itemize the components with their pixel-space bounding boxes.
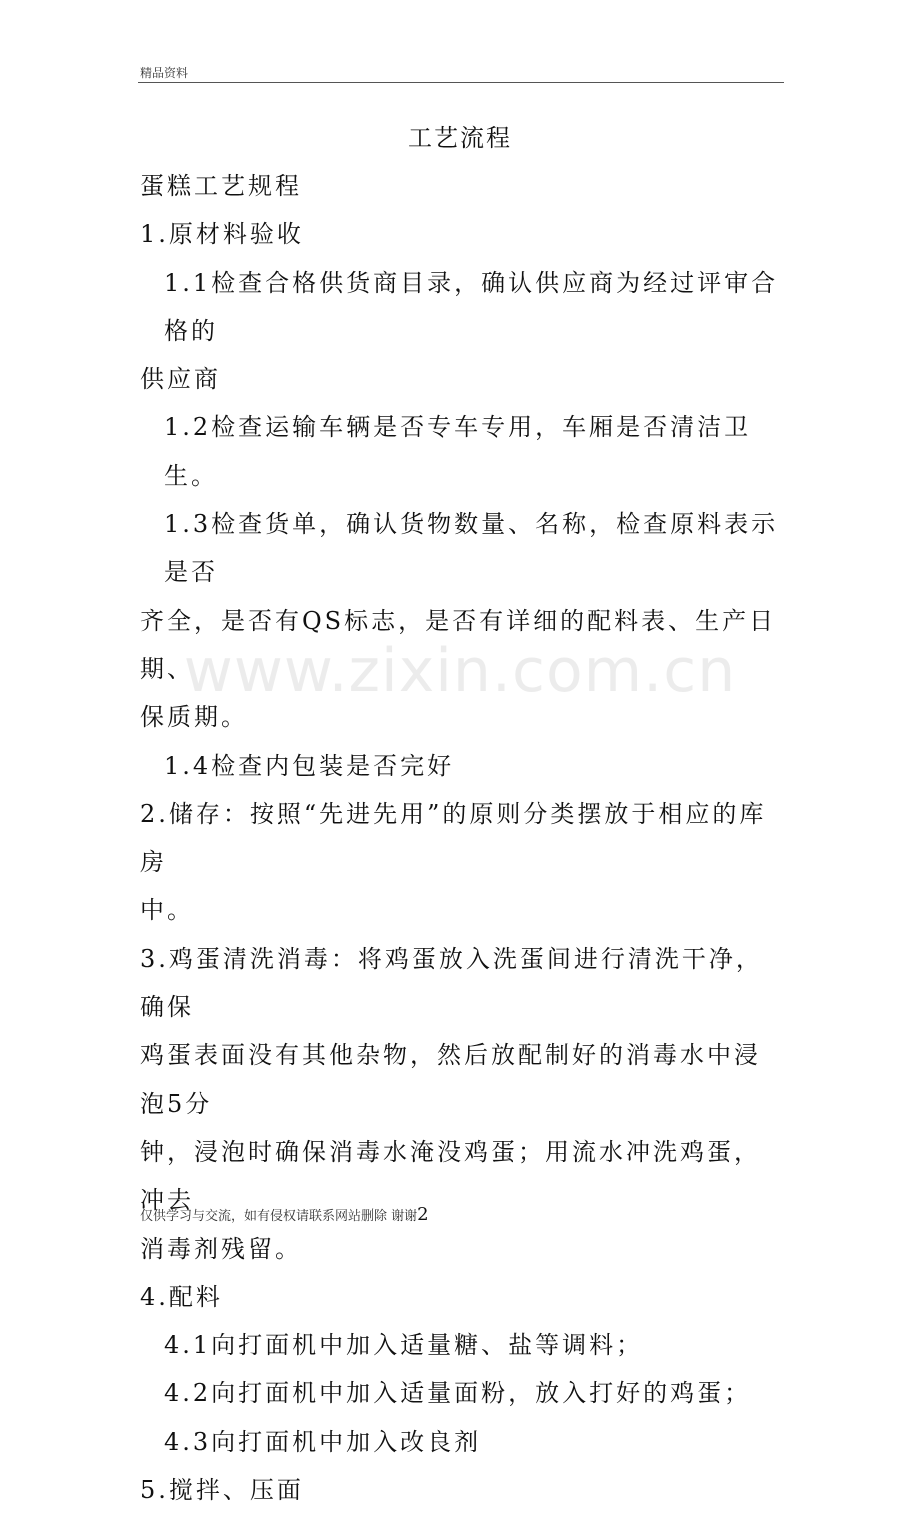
- paragraph-line: 3.鸡蛋清洗消毒：将鸡蛋放入洗蛋间进行清洗干净，确保: [140, 944, 763, 1022]
- paragraph-line: 齐全，是否有QS标志，是否有详细的配料表、生产日期、: [140, 606, 777, 683]
- paragraph-line: 2.储存：按照“先进先用”的原则分类摆放于相应的库房: [140, 799, 767, 877]
- watermark: www.zixin.com.cn: [183, 636, 737, 706]
- footer-note: 仅供学习与交流，如有侵权请联系网站删除 谢谢: [140, 1209, 418, 1224]
- paragraph-line: 钟，浸泡时确保消毒水淹没鸡蛋；用流水冲洗鸡蛋，冲去: [140, 1137, 761, 1215]
- paragraph-line: 1.原材料验收: [140, 220, 304, 249]
- header-label: 精品资料: [140, 66, 189, 80]
- paragraph-line: 蛋糕工艺规程: [140, 172, 302, 200]
- paragraph-line: 鸡蛋表面没有其他杂物，然后放配制好的消毒水中浸泡5分: [140, 1041, 761, 1118]
- document-body: [140, 162, 780, 1514]
- paragraph-line: 1.1检查合格供货商目录，确认供应商为经过评审合格的: [164, 268, 779, 345]
- paragraph-line: 1.4检查内包装是否完好: [164, 751, 455, 780]
- paragraph-line: 中。: [140, 896, 194, 925]
- paragraph-line: 4.配料: [140, 1282, 223, 1311]
- paragraph-line: 4.2向打面机中加入适量面粉，放入打好的鸡蛋；: [164, 1379, 752, 1408]
- paragraph-line: 供应商: [140, 365, 221, 394]
- paragraph-line: 保质期。: [140, 703, 248, 732]
- document-title: 工艺流程: [408, 124, 512, 152]
- paragraph-line: 消毒剂残留。: [140, 1234, 302, 1263]
- paragraph-line: 4.1向打面机中加入适量糖、盐等调料；: [164, 1331, 644, 1360]
- paragraph-line: 1.3检查货单，确认货物数量、名称，检查原料表示是否: [164, 510, 779, 587]
- paragraph-line: 1.2检查运输车辆是否专车专用，车厢是否清洁卫生。: [164, 413, 752, 490]
- paragraph-line: 5.搅拌、压面: [140, 1476, 304, 1505]
- page-number: 2: [417, 1204, 429, 1225]
- footer: [140, 1204, 429, 1225]
- paragraph-line: 4.3向打面机中加入改良剂: [164, 1427, 482, 1456]
- header-divider: [138, 82, 784, 83]
